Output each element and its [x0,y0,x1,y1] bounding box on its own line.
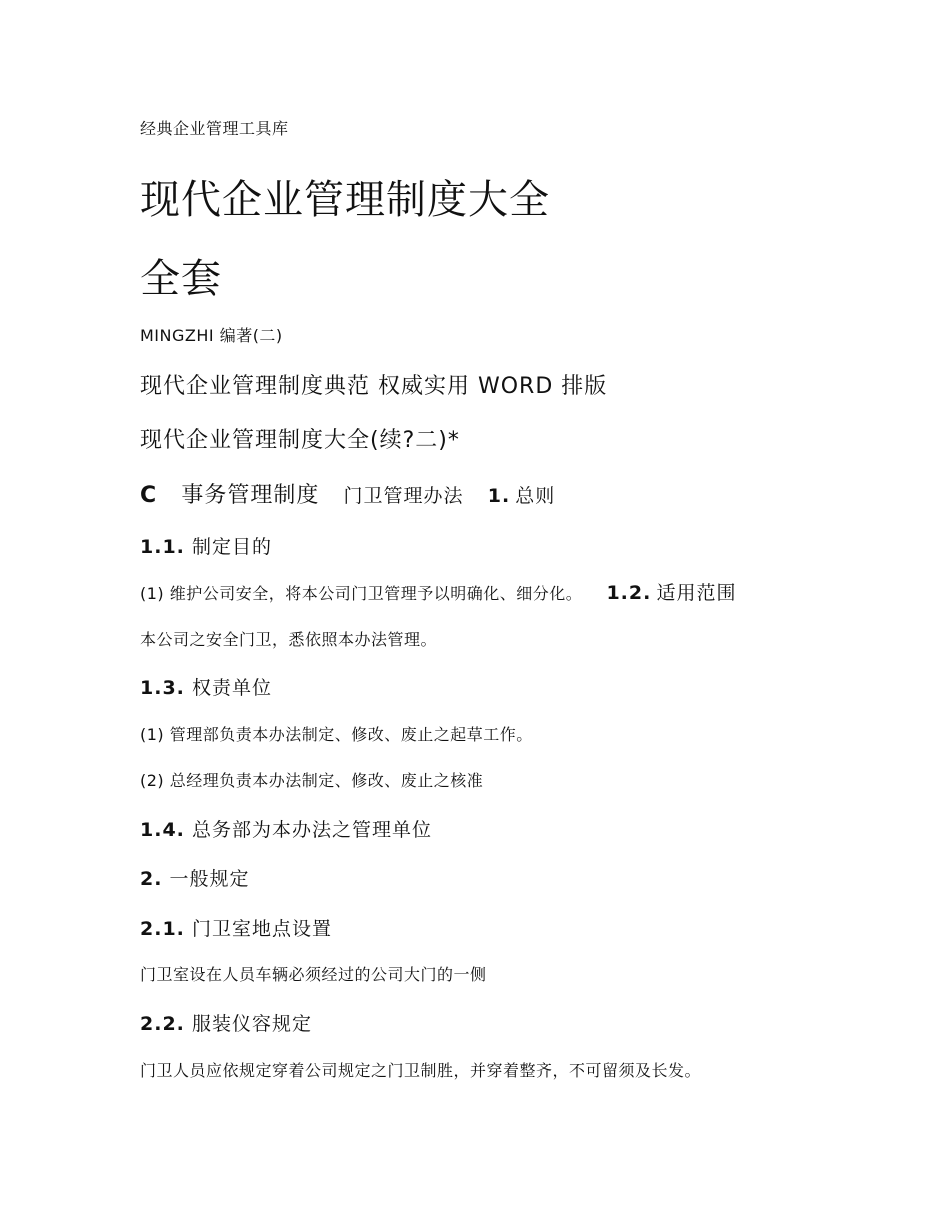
author-line: MINGZHI 编著(二) [140,326,283,345]
heading-text: 门卫室地点设置 [191,918,332,940]
heading-text: 制定目的 [191,536,272,558]
document-title-continued: 全套 [140,256,222,302]
series-name: 经典企业管理工具库 [140,119,289,138]
paragraph-responsibility-1: (1) 管理部负责本办法制定、修改、废止之起草工作。 [140,725,533,744]
heading-number: 2. [140,868,163,890]
heading-number: 1.2. [606,582,652,604]
paragraph-purpose [140,584,736,603]
heading-2-1 [140,920,332,939]
section-c-heading [140,485,555,507]
document-title: 现代企业管理制度大全 [140,177,550,223]
heading-text: 总务部为本办法之管理单位 [191,819,432,841]
heading-number: 2.2. [140,1013,185,1035]
section-c-sub: 门卫管理办法 [343,485,464,507]
paragraph-text: (1) 维护公司安全，将本公司门卫管理予以明确化、细分化。 [140,584,583,603]
continued-title: 现代企业管理制度大全(续?二)* [140,428,460,453]
heading-number: 1.1. [140,536,185,558]
paragraph-guardroom: 门卫室设在人员车辆必须经过的公司大门的一侧 [140,965,487,984]
heading-1-4 [140,821,432,840]
heading-2 [140,870,250,889]
heading-2-2 [140,1015,312,1034]
heading-text: 适用范围 [656,582,737,604]
heading-1-1 [140,538,272,557]
section-c-prefix: C [140,483,158,508]
subtitle: 现代企业管理制度典范 权威实用 WORD 排版 [140,374,608,399]
paragraph-scope: 本公司之安全门卫，悉依照本办法管理。 [140,630,438,649]
heading-number: 1.4. [140,819,185,841]
paragraph-responsibility-2: (2) 总经理负责本办法制定、修改、废止之核准 [140,771,484,790]
section-c-label: 事务管理制度 [181,483,320,508]
heading-number: 2.1. [140,918,185,940]
heading-number: 1.3. [140,677,185,699]
section-1-number: 1. [487,485,511,507]
heading-text: 权责单位 [191,677,272,699]
section-1-title: 总则 [515,485,556,507]
heading-1-3 [140,679,272,698]
heading-text: 一般规定 [169,868,250,890]
paragraph-dress-code: 门卫人员应依规定穿着公司规定之门卫制胜，并穿着整齐，不可留须及长发。 [140,1061,702,1080]
heading-text: 服装仪容规定 [191,1013,312,1035]
